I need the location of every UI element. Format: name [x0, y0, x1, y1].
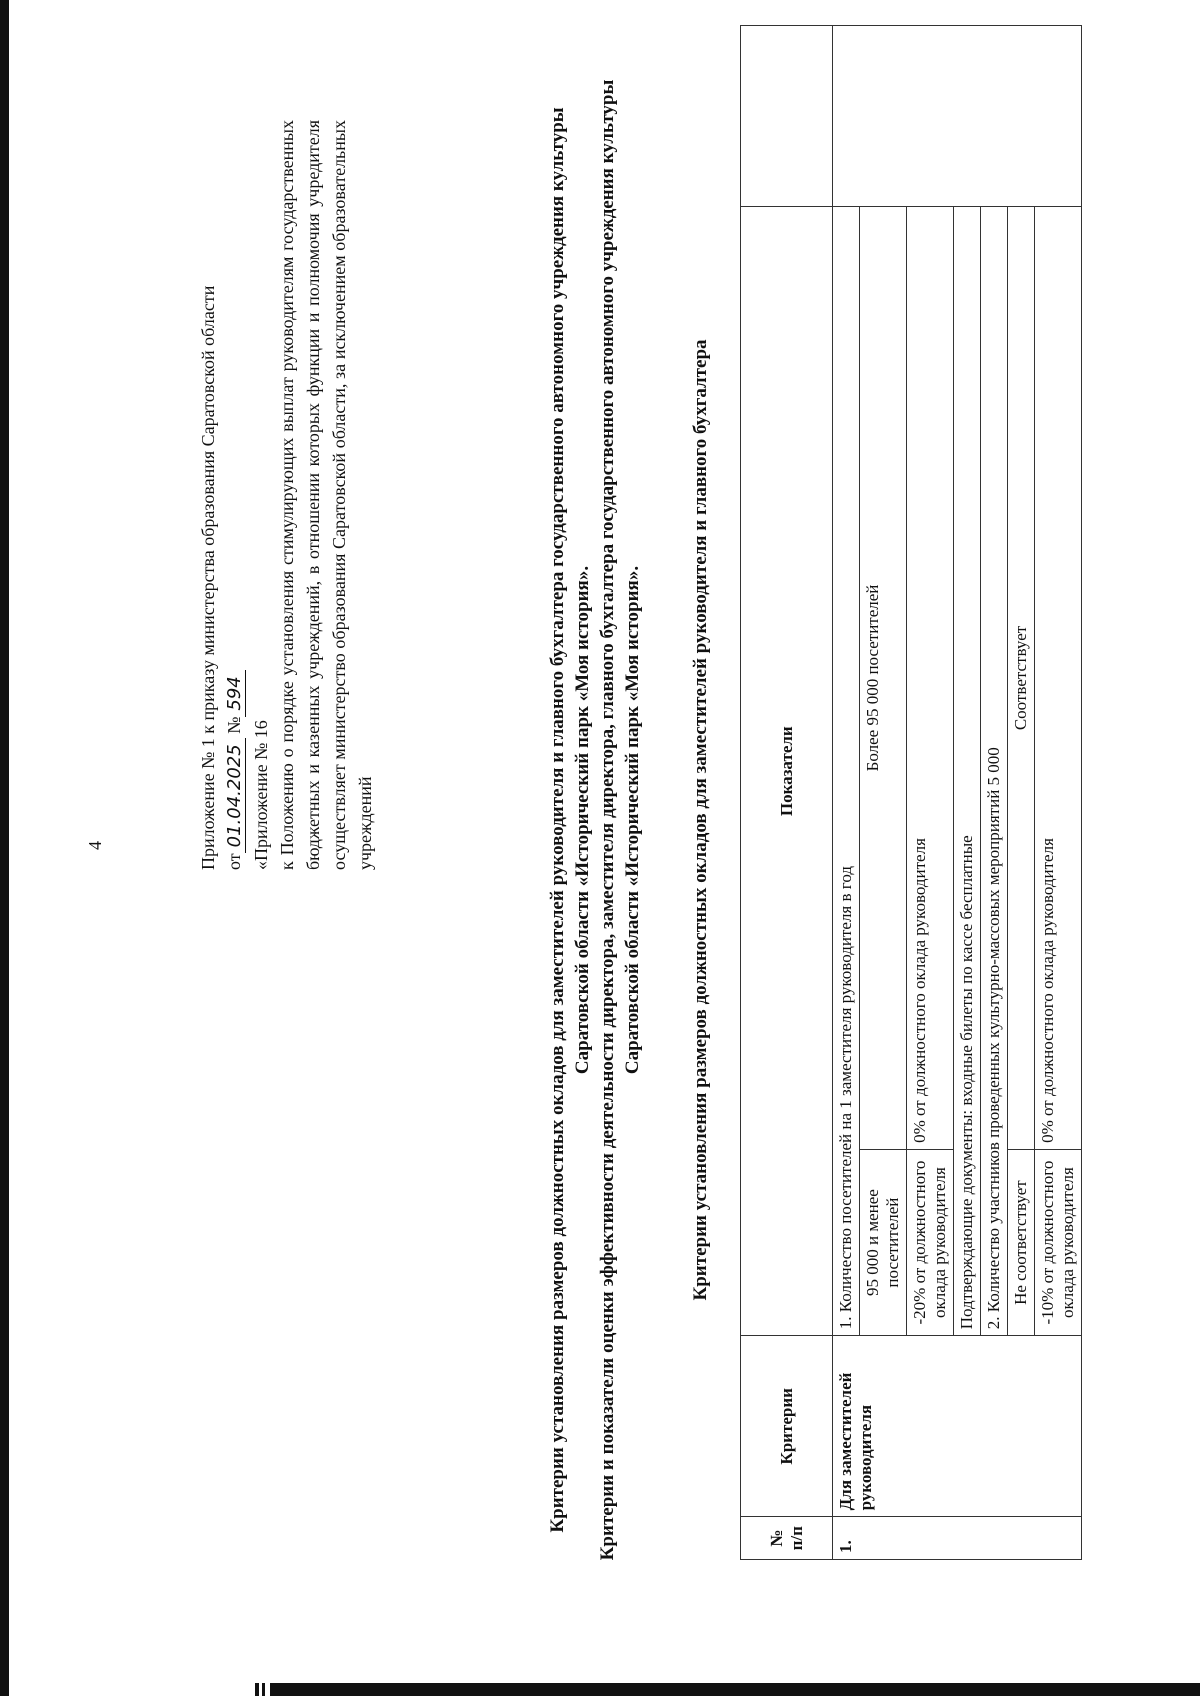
appendix-line4: к Положению о порядке установления стимулирующих выплат руководителям государственных бюджетных и казенных учреждений, в отношении которых функции и полномочия учредителя осуществляет министерство образования Саратовской области, за исключением образовательных учреждений	[277, 120, 375, 870]
appendix-block	[195, 120, 378, 870]
table-row	[981, 26, 1008, 1560]
header-num: № п/п	[741, 1517, 833, 1560]
indicator-1-option-left: 95 000 и менее посетителей	[860, 1149, 907, 1335]
handwritten-number: 594	[224, 670, 246, 716]
row-criteria: Для заместителей руководителя	[833, 1336, 1082, 1517]
date-prefix: от	[224, 853, 244, 870]
indicator-2-option-left: Не соответствует	[1008, 1149, 1035, 1335]
title-1: Критерии установления размеров должностных окладов для заместителей руководителя и главного бухгалтера государственного автономного учреждения культуры Саратовской области «Исторический парк «Моя история».	[547, 107, 593, 1533]
document-titles	[545, 70, 645, 1570]
row-number: 1.	[833, 1517, 1082, 1560]
appendix-line3: «Приложение № 16	[251, 720, 271, 870]
indicator-2-value-left: -10% от должностного оклада руководителя	[1035, 1149, 1082, 1335]
indicator-2-option-right: Соответствует	[1008, 207, 1035, 1150]
supporting-documents: Подтверждающие документы: входные билеты по кассе бесплатные	[954, 207, 981, 1336]
scan-mark	[262, 1683, 265, 1696]
table-row	[860, 26, 907, 1560]
title-2: Критерии и показатели оценки эффективности деятельности директора, заместителя директора, главного бухгалтера государственного автономного учреждения культуры Саратовской области «Исторический парк «Моя история».	[597, 79, 643, 1561]
appendix-line1: Приложение № 1 к приказу министерства образования Саратовской области	[198, 285, 218, 870]
table-row	[1008, 26, 1035, 1560]
table-row	[954, 26, 981, 1560]
indicator-2: 2. Количество участников проведенных культурно-массовых мероприятий 5 000	[981, 207, 1008, 1336]
handwritten-date: 01.04.2025	[224, 738, 246, 853]
rotated-document-page	[85, 60, 1200, 1680]
header-criteria: Критерии	[741, 1336, 833, 1517]
indicator-1-option-right: Более 95 000 посетителей	[860, 207, 907, 1150]
table-subtitle: Критерии установления размеров должностных окладов для заместителей руководителя и главного бухгалтера	[690, 339, 711, 1301]
scan-edge-left	[0, 0, 9, 1696]
criteria-table	[740, 25, 1082, 1560]
table-row	[1035, 26, 1082, 1560]
scan-edge-bottom	[270, 1683, 1200, 1696]
indicator-1-value-right: 0% от должностного оклада руководителя	[907, 207, 954, 1150]
scan-mark	[255, 1683, 259, 1696]
indicator-1: 1. Количество посетителей на 1 заместителя руководителя в год	[833, 207, 860, 1336]
indicator-2-value-right: 0% от должностного оклада руководителя	[1035, 207, 1082, 1150]
appendix-date-line	[221, 120, 248, 870]
table-header-row	[741, 26, 833, 1560]
header-empty	[741, 26, 833, 207]
number-prefix: №	[224, 716, 244, 734]
header-indicators: Показатели	[741, 207, 833, 1336]
table-row	[907, 26, 954, 1560]
indicator-1-value-left: -20% от должностного оклада руководителя	[907, 1149, 954, 1335]
page-number: 4	[85, 841, 105, 850]
row-empty-cell	[833, 26, 1082, 207]
table-row	[833, 26, 860, 1560]
